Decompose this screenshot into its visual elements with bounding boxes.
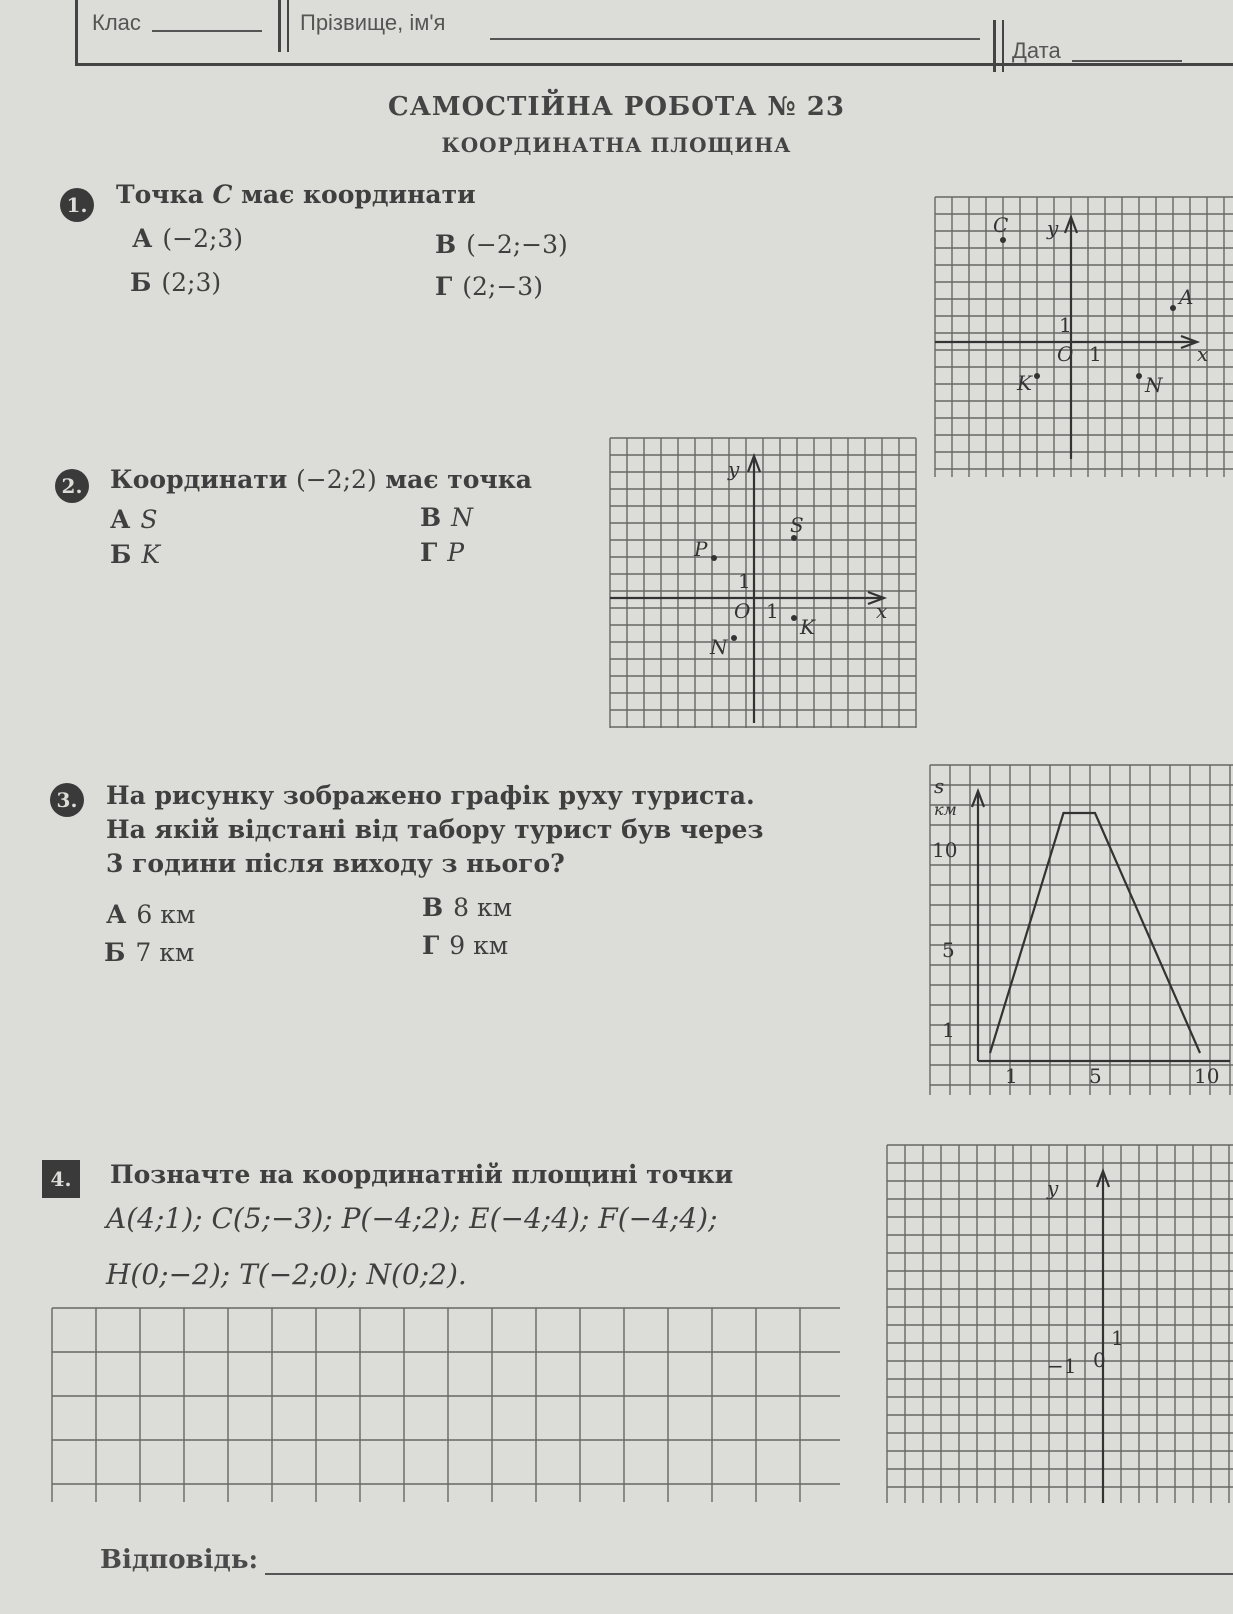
point-N bbox=[731, 635, 737, 641]
q1-option-d[interactable] bbox=[435, 272, 543, 301]
option-value: P bbox=[447, 538, 465, 567]
q1-unit-x: 1 bbox=[1089, 342, 1102, 366]
answer-field[interactable] bbox=[265, 1573, 1233, 1575]
q2-option-c[interactable] bbox=[420, 503, 473, 532]
answer-label: Відповідь: bbox=[100, 1545, 259, 1575]
option-letter: Б bbox=[130, 268, 152, 297]
option-letter: Г bbox=[435, 272, 453, 301]
question-4-text: Позначте на координатній площині точки bbox=[110, 1160, 734, 1189]
q1-text-var: C bbox=[212, 180, 233, 209]
name-field[interactable] bbox=[490, 38, 980, 40]
q2-origin-label: O bbox=[734, 599, 751, 623]
q1-origin-label: O bbox=[1057, 342, 1074, 366]
q4-answer-grid[interactable] bbox=[52, 1308, 842, 1504]
q3-option-a[interactable] bbox=[106, 900, 195, 929]
q2-option-b[interactable] bbox=[110, 540, 160, 569]
option-letter: А bbox=[132, 224, 153, 253]
x-tick-label: 5 bbox=[1089, 1064, 1102, 1088]
option-letter: В bbox=[435, 230, 457, 259]
point-label-K: K bbox=[1017, 371, 1032, 395]
option-letter: Б bbox=[110, 540, 132, 569]
q2-unit-x: 1 bbox=[766, 599, 779, 623]
q4-origin-label: 0 bbox=[1093, 1348, 1106, 1372]
q4-neg-unit-x: −1 bbox=[1047, 1354, 1077, 1378]
option-value: (−2;3) bbox=[162, 224, 244, 253]
q3-option-c[interactable] bbox=[422, 893, 512, 922]
option-letter: В bbox=[422, 893, 444, 922]
q4-unit-y: 1 bbox=[1111, 1326, 1124, 1350]
y-tick-label: 1 bbox=[942, 1018, 955, 1042]
option-value: K bbox=[141, 540, 161, 569]
q3-option-d[interactable] bbox=[422, 931, 508, 960]
q1-x-label: x bbox=[1197, 342, 1209, 366]
name-label: Прізвище, ім'я bbox=[300, 10, 446, 35]
q2-option-a[interactable] bbox=[110, 505, 158, 534]
header-divider-1 bbox=[278, 0, 289, 52]
question-3-line-2: На якій відстані від табору турист був через bbox=[106, 815, 764, 844]
q2-unit-y: 1 bbox=[738, 569, 751, 593]
point-label-P: P bbox=[694, 537, 708, 561]
q3-option-b[interactable] bbox=[104, 938, 194, 967]
question-4-points-line-1: A(4;1); C(5;−3); P(−4;2); E(−4;4); F(−4;4); bbox=[106, 1202, 718, 1235]
question-4-points-line-2: H(0;−2); T(−2;0); N(0;2). bbox=[106, 1258, 467, 1291]
q3-y-label-km: км bbox=[934, 800, 957, 819]
option-value: S bbox=[140, 505, 158, 534]
q1-option-a[interactable] bbox=[132, 224, 243, 253]
q2-coordinate-plane bbox=[610, 438, 922, 738]
option-letter: Г bbox=[420, 538, 438, 567]
point-label-K: K bbox=[800, 615, 815, 639]
question-2-text bbox=[110, 465, 532, 494]
option-letter: А bbox=[106, 900, 127, 929]
q3-series-line bbox=[990, 813, 1200, 1053]
date-label: Дата bbox=[1012, 38, 1061, 63]
option-value: 9 км bbox=[449, 931, 509, 960]
point-label-A: A bbox=[1179, 285, 1194, 309]
option-letter: В bbox=[420, 503, 442, 532]
point-P bbox=[711, 555, 717, 561]
question-3-line-3: 3 години після виходу з нього? bbox=[106, 849, 565, 878]
point-label-N: N bbox=[1145, 373, 1163, 397]
option-letter: А bbox=[110, 505, 131, 534]
point-C bbox=[1000, 237, 1006, 243]
y-tick-label: 10 bbox=[932, 838, 958, 862]
question-number-4: 4. bbox=[42, 1160, 80, 1198]
page-title: САМОСТІЙНА РОБОТА № 23 bbox=[388, 92, 845, 122]
option-value: 6 км bbox=[136, 900, 196, 929]
q4-coordinate-plane[interactable] bbox=[887, 1145, 1233, 1505]
q2-text-post: має точка bbox=[376, 465, 532, 494]
header-divider-2 bbox=[993, 20, 1004, 72]
point-K bbox=[791, 615, 797, 621]
q1-option-c[interactable] bbox=[435, 230, 568, 259]
point-label-S: S bbox=[790, 513, 804, 537]
q2-text-coord: (−2;2) bbox=[296, 465, 377, 494]
y-tick-label: 5 bbox=[942, 938, 955, 962]
class-field[interactable] bbox=[152, 30, 262, 32]
q2-text-pre: Координати bbox=[110, 465, 297, 494]
q2-x-label: x bbox=[876, 599, 888, 623]
point-label-N: N bbox=[710, 635, 728, 659]
option-value: (2;3) bbox=[161, 268, 222, 297]
question-number-1: 1. bbox=[60, 188, 94, 222]
point-K bbox=[1034, 373, 1040, 379]
q2-option-d[interactable] bbox=[420, 538, 464, 567]
question-3-line-1: На рисунку зображено графік руху туриста. bbox=[106, 781, 755, 810]
option-value: (−2;−3) bbox=[466, 230, 568, 259]
point-A bbox=[1170, 305, 1176, 311]
question-number-2: 2. bbox=[55, 469, 89, 503]
page-subtitle: КООРДИНАТНА ПЛОЩИНА bbox=[441, 133, 792, 157]
q1-unit-y: 1 bbox=[1059, 313, 1072, 337]
q1-y-label: y bbox=[1047, 216, 1059, 240]
x-tick-label: 10 bbox=[1194, 1064, 1220, 1088]
q3-y-label-s: s bbox=[934, 774, 945, 798]
option-value: 8 км bbox=[453, 893, 513, 922]
point-N bbox=[1136, 373, 1142, 379]
q2-y-label: y bbox=[728, 457, 740, 481]
question-number-3: 3. bbox=[50, 783, 84, 817]
q3-motion-chart bbox=[930, 765, 1233, 1105]
q1-text-post: має координати bbox=[232, 180, 476, 209]
q1-option-b[interactable] bbox=[130, 268, 221, 297]
date-field[interactable] bbox=[1072, 60, 1182, 62]
option-letter: Г bbox=[422, 931, 440, 960]
point-label-C: C bbox=[993, 213, 1009, 237]
q1-text-pre: Точка bbox=[116, 180, 213, 209]
option-letter: Б bbox=[104, 938, 126, 967]
class-label: Клас bbox=[92, 10, 141, 35]
option-value: (2;−3) bbox=[462, 272, 543, 301]
question-1-text bbox=[116, 180, 476, 209]
option-value: 7 км bbox=[135, 938, 195, 967]
q4-y-label: y bbox=[1047, 1176, 1059, 1200]
x-tick-label: 1 bbox=[1005, 1064, 1018, 1088]
q1-coordinate-plane bbox=[935, 197, 1233, 479]
option-value: N bbox=[451, 503, 474, 532]
